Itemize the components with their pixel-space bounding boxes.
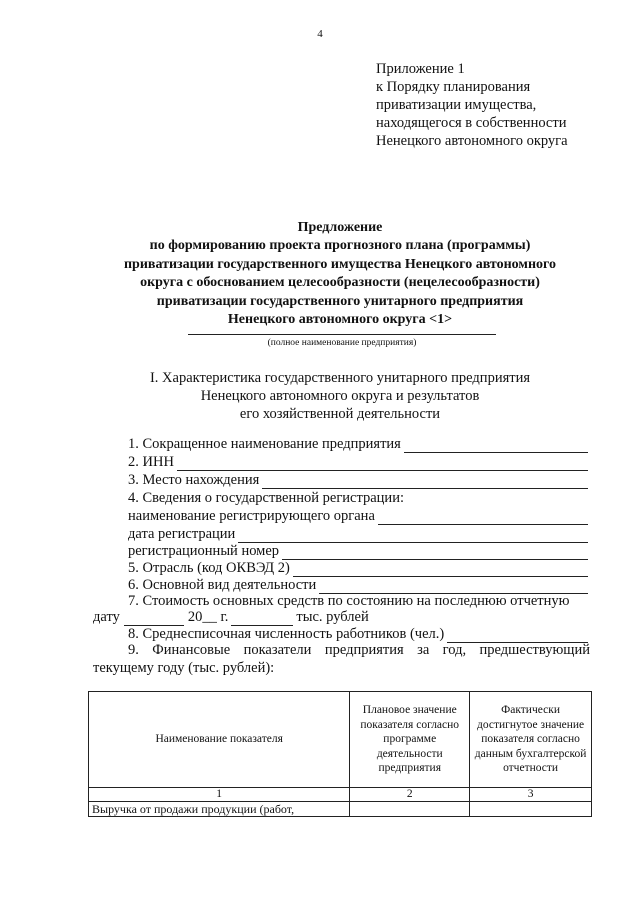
indicator-name-cell: Выручка от продажи продукции (работ, [89, 802, 350, 817]
assets-date-prefix: дату [93, 609, 120, 625]
short-name-blank[interactable] [404, 440, 588, 453]
title-line: округа с обоснованием целесообразности (нецелесообразности) [140, 275, 540, 291]
document-title [60, 219, 620, 329]
column-number: 2 [350, 788, 470, 802]
field-staff [128, 626, 588, 643]
table-header-row [89, 692, 592, 788]
field-label: 7. Стоимость основных средств по состоянию на последнюю отчетную [128, 593, 570, 609]
field-inn [128, 454, 588, 471]
field-label: 6. Основной вид деятельности [128, 577, 317, 593]
field-label: 8. Среднесписочная численность работников (чел.) [128, 626, 445, 642]
field-label: 9. Финансовые показатели предприятия за год, предшествующий [128, 642, 590, 658]
title-line: приватизации государственного имущества Ненецкого автономного [123, 256, 557, 272]
title-line: Ненецкого автономного округа <1> [227, 312, 453, 328]
field-reg-organ [128, 508, 588, 525]
reg-date-blank[interactable] [238, 530, 588, 543]
annex-line: Приложение 1 [376, 61, 465, 77]
field-label: 4. Сведения о государственной регистрации: [128, 490, 404, 506]
section-line: I. Характеристика государственного унитарного предприятия [149, 370, 531, 386]
planned-value-cell[interactable] [350, 802, 470, 817]
table-row [89, 802, 592, 817]
field-assets-line2 [93, 609, 423, 626]
field-registration [128, 490, 588, 507]
field-label: 1. Сокращенное наименование предприятия [128, 436, 401, 452]
annex-block [376, 60, 568, 150]
field-location [128, 472, 588, 489]
actual-value-cell[interactable] [470, 802, 592, 817]
title-line: приватизации государственного унитарного предприятия [156, 293, 524, 309]
section-heading [60, 369, 620, 424]
page-number: 4 [317, 28, 323, 40]
field-activity [128, 577, 588, 594]
field-label: наименование регистрирующего органа [128, 508, 375, 524]
field-reg-date [128, 526, 588, 543]
field-label: регистрационный номер [128, 543, 280, 559]
reg-organ-blank[interactable] [378, 512, 588, 525]
assets-date-blank[interactable] [124, 613, 184, 626]
industry-blank[interactable] [293, 564, 588, 577]
inn-blank[interactable] [177, 458, 588, 471]
field-industry [128, 560, 588, 577]
header-planned-value: Плановое значение показателя согласно программе деятельности предприятия [350, 692, 470, 788]
annex-line: к Порядку планирования [376, 79, 531, 95]
column-number: 1 [89, 788, 350, 802]
enterprise-name-field[interactable] [188, 334, 496, 335]
field-label: 3. Место нахождения [128, 472, 260, 488]
field-financials-line1 [128, 642, 590, 660]
table-number-row [89, 788, 592, 802]
field-label: 5. Отрасль (код ОКВЭД 2) [128, 560, 290, 576]
enterprise-name-caption: (полное наименование предприятия) [267, 338, 417, 348]
assets-year: 20__ г. [187, 609, 229, 625]
header-actual-value: Фактически достигнутое значение показателя согласно данным бухгалтерской отчетности [470, 692, 592, 788]
title-line: Предложение [297, 220, 383, 235]
field-reg-number [128, 543, 588, 560]
annex-line: Ненецкого автономного округа [376, 133, 568, 149]
header-indicator-name: Наименование показателя [89, 692, 350, 788]
financial-indicators-table [88, 691, 592, 817]
section-line: его хозяйственной деятельности [239, 406, 441, 423]
annex-line: находящегося в собственности [376, 115, 567, 131]
field-short-name [128, 436, 588, 453]
field-label: 2. ИНН [128, 454, 174, 470]
field-assets-line1 [128, 593, 588, 611]
section-line: Ненецкого автономного округа и результатов [200, 388, 480, 405]
column-number: 3 [470, 788, 592, 802]
field-label: дата регистрации [128, 526, 236, 542]
field-label: текущему году (тыс. рублей): [93, 660, 275, 676]
field-financials-line2 [93, 660, 590, 678]
reg-number-blank[interactable] [282, 547, 588, 560]
location-blank[interactable] [262, 476, 588, 489]
assets-value-blank[interactable] [231, 613, 293, 626]
annex-line: приватизации имущества, [376, 97, 537, 113]
title-line: по формированию проекта прогнозного плана (программы) [149, 238, 531, 254]
assets-unit: тыс. рублей [296, 609, 369, 625]
